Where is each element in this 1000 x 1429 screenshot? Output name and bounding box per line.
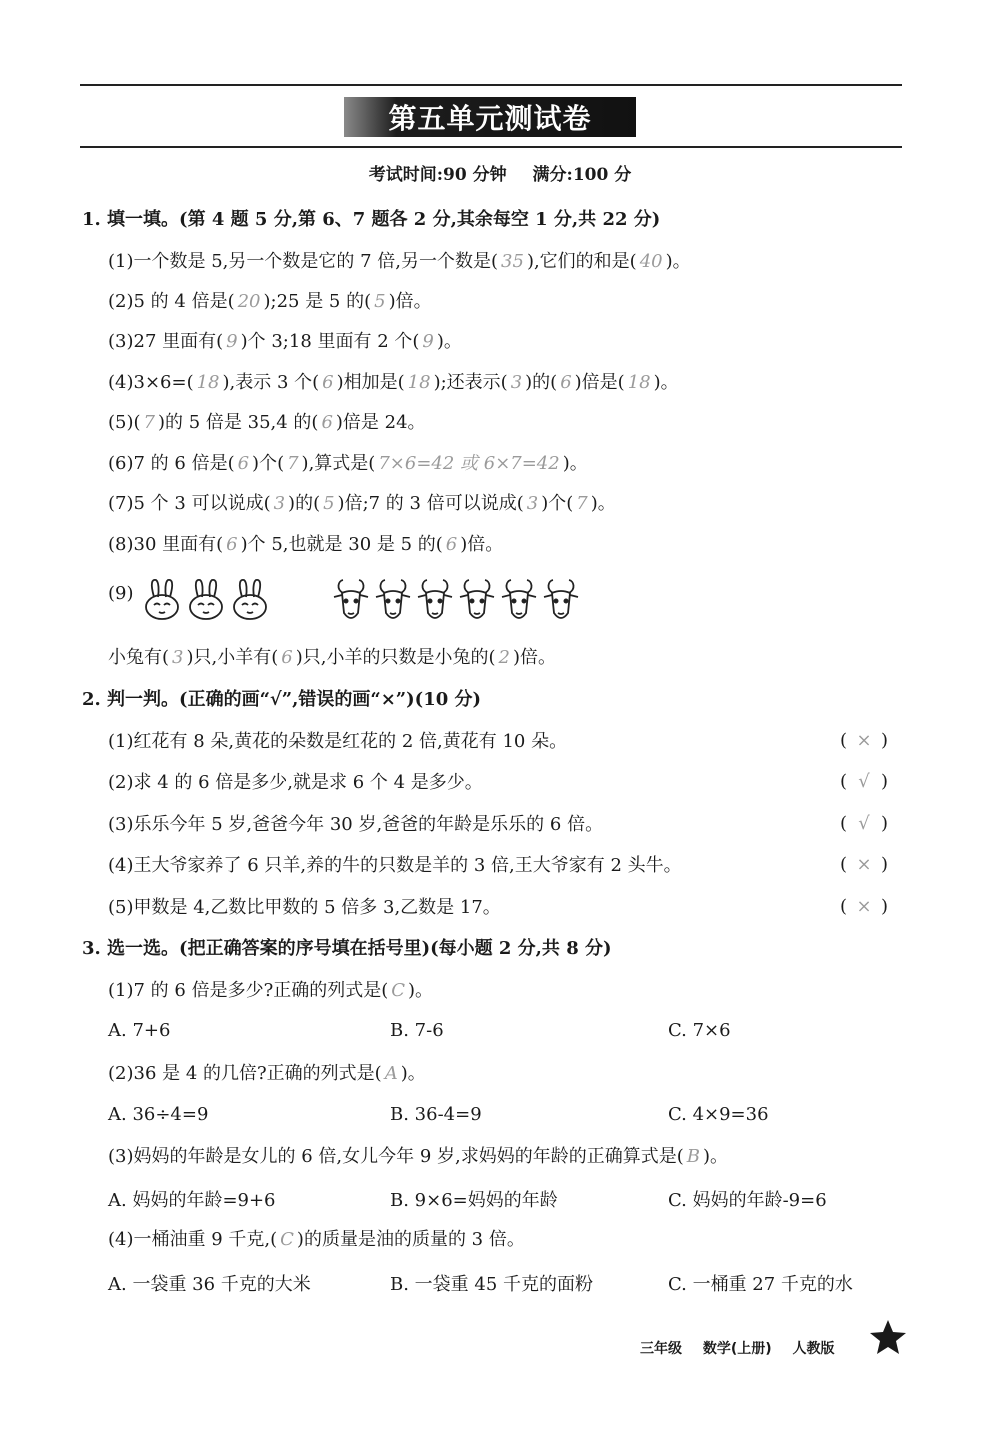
section-3-heading: 3. 选一选。(把正确答案的序号填在括号里)(每小题 2 分,共 8 分) xyxy=(82,938,612,959)
answer: 3 xyxy=(172,647,184,668)
answer: 6 xyxy=(560,372,572,393)
option-b: B. 36-4=9 xyxy=(390,1104,482,1125)
option-c: C. 妈妈的年龄-9=6 xyxy=(668,1190,827,1211)
judge-item-5: (5)甲数是 4,乙数比甲数的 5 倍多 3,乙数是 17。 xyxy=(108,897,501,918)
answer: 6 xyxy=(226,534,238,555)
page-title: 第五单元测试卷 xyxy=(344,97,636,137)
full-score: 满分:100 分 xyxy=(532,165,632,185)
question-1-6: (6)7 的 6 倍是( 6 )个( 7 ),算式是( 7×6=42 或 6×7=42 )。 xyxy=(108,453,588,474)
goat-icon xyxy=(372,577,414,625)
choice-question-4: (4)一桶油重 9 千克,( C )的质量是油的质量的 3 倍。 xyxy=(108,1229,525,1250)
footer-grade: 三年级 xyxy=(640,1341,682,1357)
choice-question-1: (1)7 的 6 倍是多少?正确的列式是( C )。 xyxy=(108,980,434,1001)
answer: 6 xyxy=(445,534,458,555)
exam-info xyxy=(0,160,1000,185)
goat-icon xyxy=(414,577,456,625)
goat-group xyxy=(330,577,582,625)
option-b: B. 9×6=妈妈的年龄 xyxy=(390,1190,558,1211)
footer-edition: 人教版 xyxy=(792,1341,835,1357)
answer: 7×6=42 或 6×7=42 xyxy=(378,453,560,474)
answer: 20 xyxy=(237,291,261,312)
answer: 2 xyxy=(498,647,510,668)
option-a: A. 妈妈的年龄=9+6 xyxy=(108,1190,276,1211)
judge-item-3: (3)乐乐今年 5 岁,爸爸今年 30 岁,爸爸的年龄是乐乐的 6 倍。 xyxy=(108,814,604,835)
judge-mark-2: ( √ ) xyxy=(840,771,889,792)
goat-icon xyxy=(540,577,582,625)
answer: 5 xyxy=(374,291,386,312)
answer: B xyxy=(686,1146,700,1167)
option-b: B. 一袋重 45 千克的面粉 xyxy=(390,1274,594,1295)
choice-question-3: (3)妈妈的年龄是女儿的 6 倍,女儿今年 9 岁,求妈妈的年龄的正确算式是( B )。 xyxy=(108,1146,729,1167)
footer-subject: 数学(上册) xyxy=(702,1341,772,1357)
judge-item-1: (1)红花有 8 朵,黄花的朵数是红花的 2 倍,黄花有 10 朵。 xyxy=(108,731,568,752)
answer: 40 xyxy=(639,251,663,272)
question-1-1: (1)一个数是 5,另一个数是它的 7 倍,另一个数是( 35 ),它们的和是( 40 )。 xyxy=(108,251,691,272)
judge-mark-5: ( × ) xyxy=(840,896,889,917)
page-footer xyxy=(640,1338,851,1358)
question-1-4: (4)3×6=( 18 ),表示 3 个( 6 )相加是( 18 );还表示( 3 )的( 6 )倍是( 18 )。 xyxy=(108,372,679,393)
question-1-9-label: (9) xyxy=(108,583,134,604)
answer: 18 xyxy=(407,372,431,393)
question-1-7: (7)5 个 3 可以说成( 3 )的( 5 )倍;7 的 3 倍可以说成( 3 )个( 7 )。 xyxy=(108,493,616,514)
section-2-heading: 2. 判一判。(正确的画“√”,错误的画“×”)(10 分) xyxy=(82,689,482,710)
option-c: C. 4×9=36 xyxy=(668,1104,769,1125)
rabbit-group xyxy=(142,577,270,625)
goat-icon xyxy=(498,577,540,625)
answer: 5 xyxy=(323,493,335,514)
rabbit-icon xyxy=(230,577,270,621)
option-c: C. 一桶重 27 千克的水 xyxy=(668,1274,853,1295)
choice-question-2: (2)36 是 4 的几倍?正确的列式是( A )。 xyxy=(108,1063,426,1084)
answer: 6 xyxy=(321,412,333,433)
answer: C xyxy=(280,1229,294,1250)
question-1-8: (8)30 里面有( 6 )个 5,也就是 30 是 5 的( 6 )倍。 xyxy=(108,534,504,555)
answer: 9 xyxy=(226,331,238,352)
answer: 35 xyxy=(501,251,524,272)
answer: 18 xyxy=(627,372,651,393)
rabbit-icon xyxy=(186,577,226,621)
exam-time: 考试时间:90 分钟 xyxy=(368,165,507,185)
star-icon xyxy=(868,1318,908,1356)
answer: 9 xyxy=(422,331,434,352)
judge-item-4: (4)王大爷家养了 6 只羊,养的牛的只数是羊的 3 倍,王大爷家有 2 头牛。 xyxy=(108,855,682,876)
rabbit-icon xyxy=(142,577,182,621)
answer: 6 xyxy=(322,372,334,393)
judge-mark-3: ( √ ) xyxy=(840,813,889,834)
answer: 3 xyxy=(510,372,523,393)
question-1-3: (3)27 里面有( 9 )个 3;18 里面有 2 个( 9 )。 xyxy=(108,331,462,352)
answer: 18 xyxy=(196,372,220,393)
question-1-9: 小兔有( 3 )只,小羊有( 6 )只,小羊的只数是小兔的( 2 )倍。 xyxy=(108,647,556,668)
question-1-2: (2)5 的 4 倍是( 20 );25 是 5 的( 5 )倍。 xyxy=(108,291,432,312)
answer: 7 xyxy=(576,493,588,514)
goat-icon xyxy=(456,577,498,625)
answer: 3 xyxy=(526,493,539,514)
answer: 6 xyxy=(281,647,293,668)
judge-item-2: (2)求 4 的 6 倍是多少,就是求 6 个 4 是多少。 xyxy=(108,772,483,793)
question-1-5: (5)( 7 )的 5 倍是 35,4 的( 6 )倍是 24。 xyxy=(108,412,426,433)
judge-mark-1: ( × ) xyxy=(840,730,889,751)
top-rule xyxy=(80,84,902,86)
section-1-heading: 1. 填一填。(第 4 题 5 分,第 6、7 题各 2 分,其余每空 1 分,共 22 分) xyxy=(82,209,661,230)
option-a: A. 一袋重 36 千克的大米 xyxy=(108,1274,311,1295)
option-a: A. 7+6 xyxy=(108,1020,171,1041)
answer: 3 xyxy=(273,493,286,514)
option-c: C. 7×6 xyxy=(668,1020,731,1041)
answer: A xyxy=(384,1063,398,1084)
option-b: B. 7-6 xyxy=(390,1020,444,1041)
answer: 7 xyxy=(287,453,299,474)
answer: 7 xyxy=(143,412,155,433)
judge-mark-4: ( × ) xyxy=(840,854,889,875)
answer: C xyxy=(391,980,406,1001)
option-a: A. 36÷4=9 xyxy=(108,1104,209,1125)
answer: 6 xyxy=(237,453,250,474)
goat-icon xyxy=(330,577,372,625)
title-underline xyxy=(80,146,902,148)
